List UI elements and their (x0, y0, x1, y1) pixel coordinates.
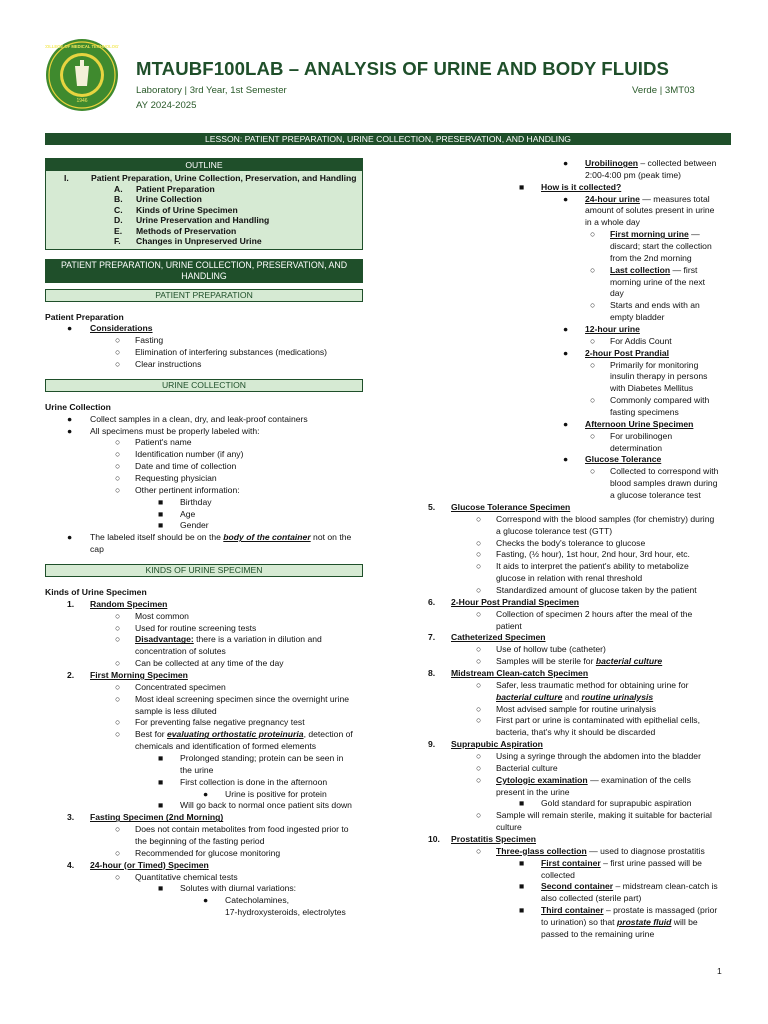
section-info: Verde | 3MT03 (632, 85, 695, 96)
list-item: ○ Date and time of collection (115, 461, 237, 472)
midstream-specimen: 8. Midstream Clean-catch Specimen (428, 667, 589, 678)
list-item: ■ Solutes with diurnal variations: (158, 883, 297, 894)
list-item: ○ Requesting physician (115, 472, 217, 483)
urine-collection-heading: Urine Collection (45, 401, 111, 412)
list-item: ○ Clear instructions (115, 358, 202, 369)
list-item: ○ Fasting (115, 335, 164, 346)
urine-collection-header: URINE COLLECTION (45, 379, 363, 392)
list-item: ○ Most ideal screening specimen since the overnight urine sample is less diluted (115, 693, 350, 716)
list-item: ● Collect samples in a clean, dry, and leak-proof containers (67, 413, 308, 424)
list-item: ○ Commonly compared with fasting specimens (590, 395, 710, 418)
list-item: ● The labeled itself should be on the body of the container not on the cap (67, 532, 352, 555)
document-title: MTAUBF100LAB – ANALYSIS OF URINE AND BODY FLUIDS (136, 58, 670, 79)
how-collected: ■ How is it collected? (519, 181, 622, 192)
outline-item: E. Methods of Preservation (114, 225, 237, 236)
list-item: ● 24-hour urine — measures total amount of solutes present in urine in a whole day (563, 193, 715, 228)
logo-year: 1946 (76, 98, 88, 104)
list-item: ○ Checks the body's tolerance to glucose (476, 537, 646, 548)
right-column (428, 158, 731, 941)
list-item: ○ Last collection — first morning urine of the next day (590, 264, 706, 299)
list-item: ○ It aids to interpret the patient's ability to metabolize glucose in relation with renal threshold (476, 561, 689, 584)
outline-main: I. Patient Preparation, Urine Collection, Preservation, and Handling (64, 173, 357, 183)
list-item: ● 2-hour Post Prandial (563, 347, 670, 358)
patient-preparation-header: PATIENT PREPARATION (45, 289, 363, 302)
list-item: ○ First part or urine is contaminated with epithelial cells, bacteria, that's why it should be discarded (476, 715, 700, 738)
list-item: ○ Correspond with the blood samples (for chemistry) during a glucose tolerance test (GTT) (476, 513, 715, 536)
glucose-tolerance-specimen: 5. Glucose Tolerance Specimen (428, 501, 571, 512)
catheterized-specimen: 7. Catheterized Specimen (428, 632, 546, 643)
list-item: ○ Standardized amount of glucose taken by the patient (476, 584, 697, 595)
list-item: ■ Third container – prostate is massaged (prior to urination) so that prostate fluid will be passed to the remaining urine (519, 905, 718, 939)
list-item: ● Catecholamines, 17-hydroxysteroids, electrolytes (203, 895, 346, 918)
first-morning-specimen: 2. First Morning Specimen (67, 669, 188, 680)
list-item: ○ Does not contain metabolites from food ingested prior to the beginning of the fasting period (115, 824, 349, 847)
random-specimen: 1. Random Specimen (67, 598, 168, 609)
list-item: ○ Most advised sample for routine urinalysis (476, 703, 657, 714)
list-item: ○ Most common (115, 610, 189, 621)
list-item: ■ Second container – midstream clean-catch is also collected (sterile part) (519, 881, 718, 904)
outline-item: F. Changes in Unpreserved Urine (114, 236, 262, 246)
list-item: ○ Fasting, (½ hour), 1st hour, 2nd hour, 3rd hour, etc. (476, 549, 690, 560)
list-item: ○ Can be collected at any time of the day (115, 658, 284, 669)
list-item: ○ Sample will remain sterile, making it suitable for bacterial culture (476, 810, 712, 833)
fasting-specimen: 3. Fasting Specimen (2nd Morning) (67, 812, 224, 823)
list-item: ● 12-hour urine (563, 324, 640, 335)
list-item: ■ Prolonged standing; protein can be seen in the urine (158, 753, 344, 775)
outline-item: A. Patient Preparation (114, 183, 215, 194)
outline-item: B. Urine Collection (114, 194, 202, 204)
list-item: ○ Samples will be sterile for bacterial culture (476, 656, 663, 667)
list-item: ○ For urobilinogen determination (590, 430, 673, 453)
list-item: ○ Other pertinent information: (115, 484, 240, 495)
logo-text: COLLEGE OF MEDICAL TECHNOLOGY (45, 44, 119, 49)
list-item: ○ Three-glass collection — used to diagnose prostatitis (476, 845, 705, 856)
page-number: 1 (717, 966, 722, 976)
post-prandial-specimen: 6. 2-Hour Post Prandial Specimen (428, 596, 579, 607)
timed-specimen: 4. 24-hour (or Timed) Specimen (67, 859, 209, 870)
outline-item: D. Urine Preservation and Handling (114, 215, 270, 225)
list-item: ● Urobilinogen – collected between 2:00-4:00 pm (peak time) (563, 158, 717, 180)
outline-item: C. Kinds of Urine Specimen (114, 204, 238, 215)
college-logo (45, 38, 119, 112)
list-item: ○ For Addis Count (590, 335, 672, 346)
list-item: ○ Elimination of interfering substances (medications) (115, 347, 328, 358)
section-main-header: PATIENT PREPARATION, URINE COLLECTION, PRESERVATION, AND HANDLING (45, 259, 363, 283)
list-item: ○ Primarily for monitoring insulin therapy in persons with Diabetes Mellitus (590, 359, 708, 394)
list-item: ○ Cytologic examination — examination of the cells present in the urine (476, 774, 691, 797)
outline-box (45, 158, 363, 250)
list-item: ■ Gold standard for suprapubic aspiration (519, 798, 692, 809)
list-item: ■ Age (158, 508, 196, 519)
list-item: ○ Concentrated specimen (115, 681, 226, 692)
list-item: ○ Bacterial culture (476, 762, 558, 773)
list-item: ■ Will go back to normal once patient sits down (158, 800, 352, 811)
suprapubic-specimen: 9. Suprapubic Aspiration (428, 739, 543, 750)
list-item: ○ Quantitative chemical tests (115, 871, 238, 882)
list-item: ● Glucose Tolerance (563, 454, 662, 465)
list-item: ● All specimens must be properly labeled with: (67, 425, 260, 436)
list-item: ○ Identification number (if any) (115, 449, 244, 460)
kinds-of-specimen-header: KINDS OF URINE SPECIMEN (45, 564, 363, 577)
list-item: ○ Starts and ends with an empty bladder (590, 300, 700, 323)
list-item: ● Urine is positive for protein (203, 788, 327, 799)
list-item: ○ Using a syringe through the abdomen into the bladder (476, 750, 701, 761)
academic-year: AY 2024-2025 (136, 100, 197, 111)
list-item: ○ Used for routine screening tests (115, 622, 257, 633)
kinds-heading: Kinds of Urine Specimen (45, 586, 147, 597)
considerations-item: ● Considerations (67, 323, 153, 334)
list-item: ○ Best for evaluating orthostatic proteinuria, detection of chemicals and identification of formed elements (115, 729, 353, 752)
list-item: ■ First collection is done in the afternoon (158, 776, 328, 787)
list-item: ○ Disadvantage: there is a variation in dilution and concentration of solutes (115, 634, 322, 657)
list-item: ○ Collected to correspond with blood samples drawn during a glucose tolerance test (590, 466, 719, 501)
list-item: ■ First container – first urine passed will be collected (519, 857, 702, 880)
prostatitis-specimen: 10. Prostatitis Specimen (428, 833, 537, 844)
list-item: ■ Gender (158, 520, 209, 531)
list-item: ● Afternoon Urine Specimen (563, 418, 694, 429)
list-item: ■ Birthday (158, 496, 212, 507)
patient-preparation-heading: Patient Preparation (45, 311, 124, 322)
list-item: ○ Collection of specimen 2 hours after the meal of the patient (476, 608, 693, 631)
lesson-banner: LESSON: PATIENT PREPARATION, URINE COLLECTION, PRESERVATION, AND HANDLING (45, 133, 731, 145)
left-column (45, 158, 363, 919)
list-item: ○ Patient's name (115, 437, 192, 448)
course-info: Laboratory | 3rd Year, 1st Semester (136, 85, 287, 96)
outline-title: OUTLINE (46, 159, 362, 171)
list-item: ○ Safer, less traumatic method for obtaining urine for bacterial culture and routine urinalysis (476, 679, 689, 702)
list-item: ○ Use of hollow tube (catheter) (476, 644, 606, 655)
list-item: ○ First morning urine — discard; start the collection from the 2nd morning (590, 229, 712, 263)
list-item: ○ For preventing false negative pregnancy test (115, 717, 305, 728)
list-item: ○ Recommended for glucose monitoring (115, 847, 281, 858)
